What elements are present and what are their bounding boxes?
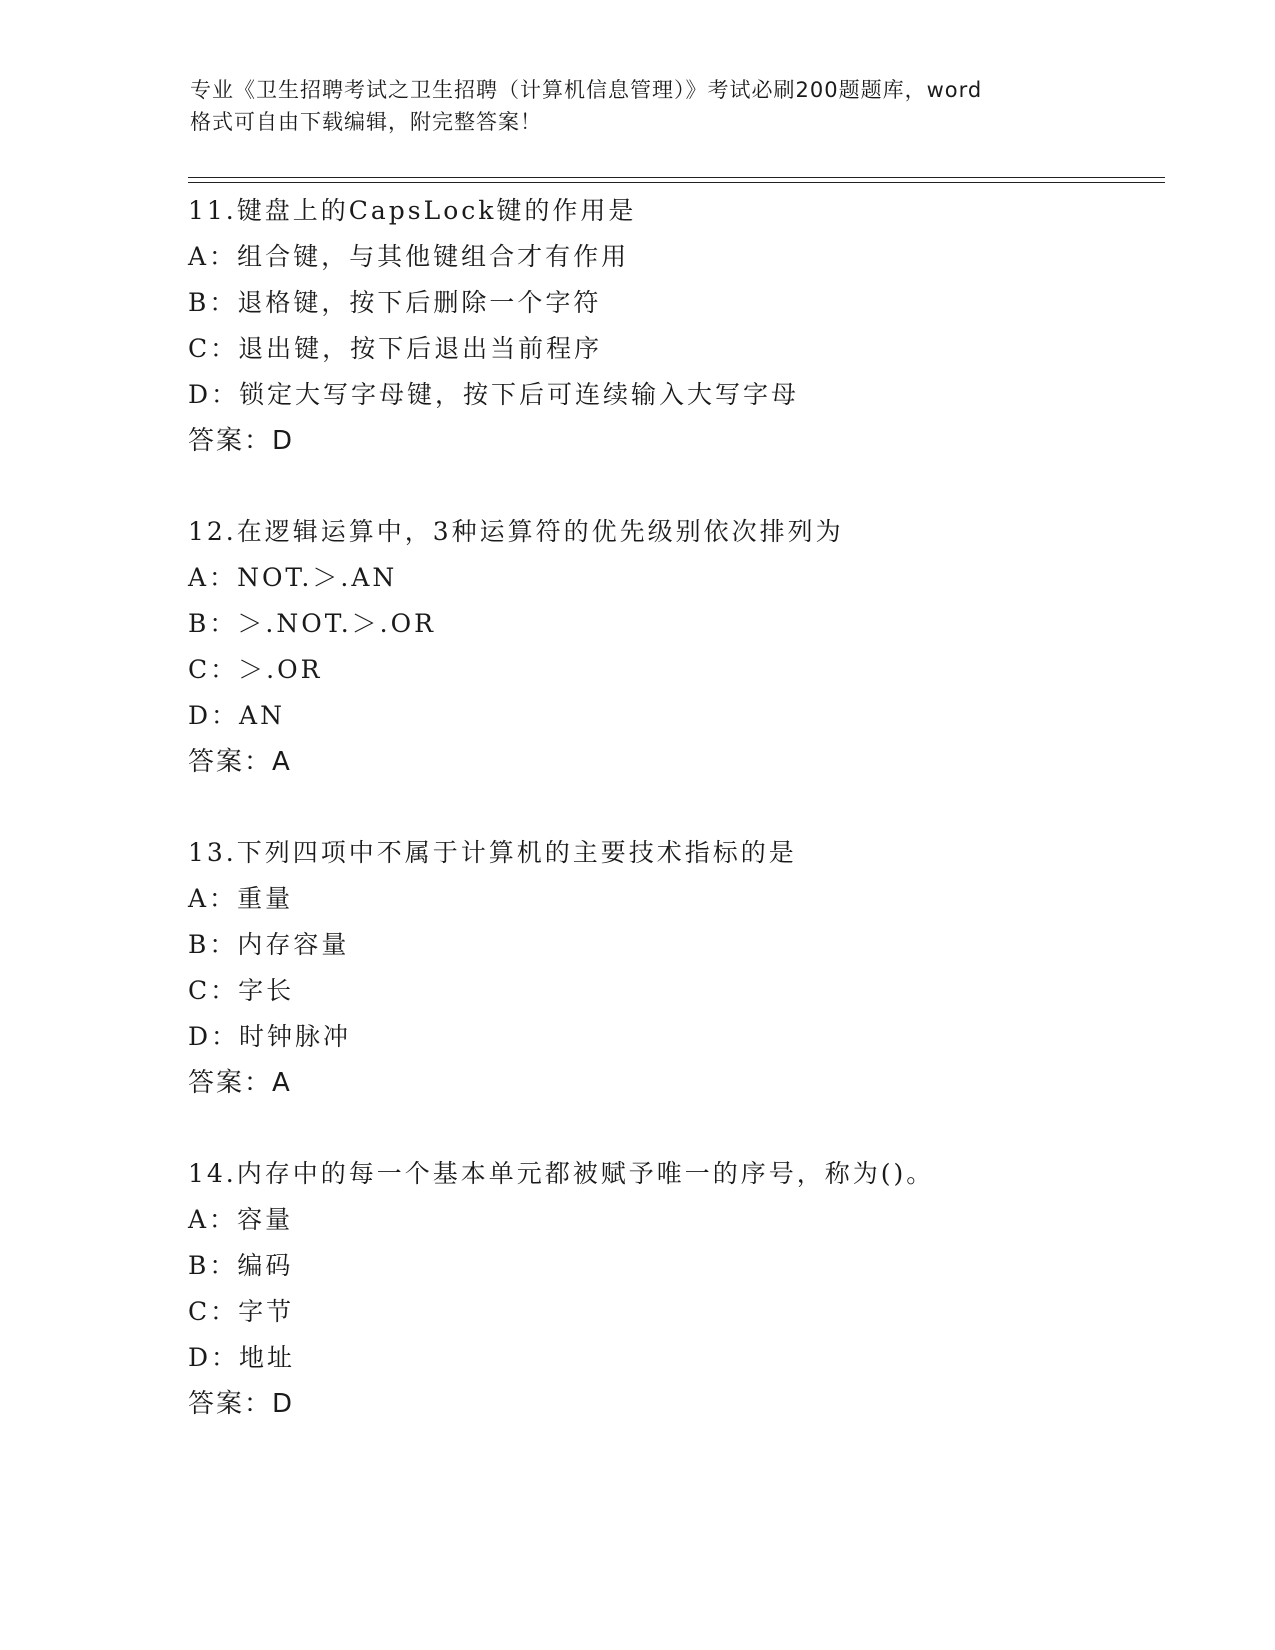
option-text: 退格键，按下后删除一个字符	[237, 288, 602, 317]
option-label: A：	[188, 884, 238, 913]
option-b	[188, 280, 1168, 326]
answer-text: 答案：D	[188, 1389, 295, 1419]
option-a	[188, 555, 1168, 601]
option-d	[188, 693, 1168, 739]
option-label: D：	[188, 380, 240, 409]
option-d	[188, 1335, 1168, 1381]
option-label: C：	[188, 334, 239, 363]
answer-text: 答案：A	[188, 1068, 292, 1098]
option-label: B：	[188, 930, 238, 959]
option-a	[188, 876, 1168, 922]
option-label: B：	[188, 288, 238, 317]
option-c	[188, 326, 1168, 372]
option-a	[188, 234, 1168, 280]
question-14	[188, 1151, 1168, 1427]
option-b	[188, 922, 1168, 968]
option-label: A：	[188, 242, 238, 271]
header-divider-bottom	[188, 182, 1165, 183]
answer-text: 答案：D	[188, 426, 295, 456]
option-text: 编码	[237, 1251, 294, 1280]
option-d	[188, 372, 1168, 418]
option-c	[188, 1289, 1168, 1335]
option-text: 组合键，与其他键组合才有作用	[237, 242, 630, 271]
option-text: 锁定大写字母键，按下后可连续输入大写字母	[239, 380, 800, 409]
question-13	[188, 830, 1168, 1106]
option-d	[188, 1014, 1168, 1060]
option-label: C：	[188, 655, 239, 684]
answer-text: 答案：A	[188, 747, 292, 777]
option-text: 地址	[239, 1343, 296, 1372]
option-text: 重量	[237, 884, 294, 913]
option-label: A：	[188, 563, 238, 592]
option-text: ＞.OR	[238, 655, 323, 684]
option-label: B：	[188, 1251, 238, 1280]
option-label: B：	[188, 609, 238, 638]
option-text: 容量	[237, 1205, 294, 1234]
question-11	[188, 188, 1168, 464]
question-stem: 12.在逻辑运算中，3种运算符的优先级别依次排列为	[188, 517, 844, 546]
option-text: 字节	[238, 1297, 295, 1326]
question-12	[188, 509, 1168, 785]
option-text: 退出键，按下后退出当前程序	[238, 334, 603, 363]
header-line-1: 专业《卫生招聘考试之卫生招聘（计算机信息管理）》考试必刷200题题库，word	[190, 78, 983, 102]
question-stem: 14.内存中的每一个基本单元都被赋予唯一的序号，称为()。	[188, 1159, 935, 1188]
question-list	[188, 188, 1168, 1472]
option-text: 内存容量	[237, 930, 350, 959]
option-label: C：	[188, 976, 239, 1005]
option-c	[188, 968, 1168, 1014]
document-header	[190, 74, 1090, 138]
option-text: NOT.＞.AN	[237, 563, 398, 592]
question-stem: 11.键盘上的CapsLock键的作用是	[188, 196, 637, 225]
option-label: D：	[188, 701, 240, 730]
option-text: 时钟脉冲	[239, 1022, 352, 1051]
option-b	[188, 601, 1168, 647]
option-text: AN	[239, 701, 285, 730]
header-line-2: 格式可自由下载编辑，附完整答案！	[190, 110, 542, 134]
option-label: C：	[188, 1297, 239, 1326]
option-a	[188, 1197, 1168, 1243]
option-text: ＞.NOT.＞.OR	[237, 609, 436, 638]
option-label: D：	[188, 1343, 240, 1372]
question-stem: 13.下列四项中不属于计算机的主要技术指标的是	[188, 838, 797, 867]
option-c	[188, 647, 1168, 693]
option-text: 字长	[238, 976, 295, 1005]
option-b	[188, 1243, 1168, 1289]
option-label: A：	[188, 1205, 238, 1234]
option-label: D：	[188, 1022, 240, 1051]
header-divider-top	[188, 177, 1165, 178]
